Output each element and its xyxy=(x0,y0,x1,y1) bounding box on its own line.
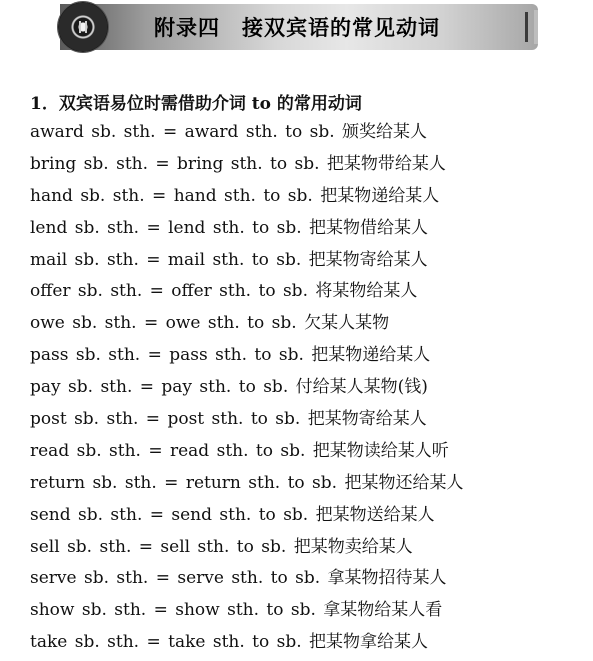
entry-read: read sb. sth. = read sth. to sb. 把某物读给某人听 xyxy=(30,440,449,461)
section-heading: 1．双宾语易位时需借助介词 to 的常用动词 xyxy=(30,94,362,114)
entry-mail: mail sb. sth. = mail sth. to sb. 把某物寄给某人 xyxy=(30,249,428,270)
entry-lend: lend sb. sth. = lend sth. to sb. 把某物借给某人 xyxy=(30,217,429,238)
entry-pass: pass sb. sth. = pass sth. to sb. 把某物递给某人 xyxy=(30,345,431,366)
entry-owe: owe sb. sth. = owe sth. to sb. 欠某人某物 xyxy=(30,313,390,334)
entry-send: send sb. sth. = send sth. to sb. 把某物送给某人 xyxy=(30,504,435,525)
cd-disc-icon xyxy=(58,2,108,52)
entry-bring: bring sb. sth. = bring sth. to sb. 把某物带给某人 xyxy=(30,153,446,174)
page-title: 附录四 接双宾语的常见动词 xyxy=(154,16,440,40)
entry-show: show sb. sth. = show sth. to sb. 拿某物给某人看 xyxy=(30,600,443,621)
entry-post: post sb. sth. = post sth. to sb. 把某物寄给某人 xyxy=(30,409,427,430)
entry-return: return sb. sth. = return sth. to sb. 把某物还给某人 xyxy=(30,472,464,493)
entry-serve: serve sb. sth. = serve sth. to sb. 拿某物招待某人 xyxy=(30,568,447,589)
entry-offer: offer sb. sth. = offer sth. to sb. 将某物给某人 xyxy=(30,281,418,302)
entry-award: award sb. sth. = award sth. to sb. 颁奖给某人 xyxy=(30,122,428,142)
entry-hand: hand sb. sth. = hand sth. to sb. 把某物递给某人 xyxy=(30,185,440,206)
entry-take: take sb. sth. = take sth. to sb. 把某物拿给某人 xyxy=(30,632,429,653)
entry-sell: sell sb. sth. = sell sth. to sb. 把某物卖给某人 xyxy=(30,536,413,557)
verb-entry-list xyxy=(30,119,463,661)
entry-pay: pay sb. sth. = pay sth. to sb. 付给某人某物(钱) xyxy=(30,377,428,398)
